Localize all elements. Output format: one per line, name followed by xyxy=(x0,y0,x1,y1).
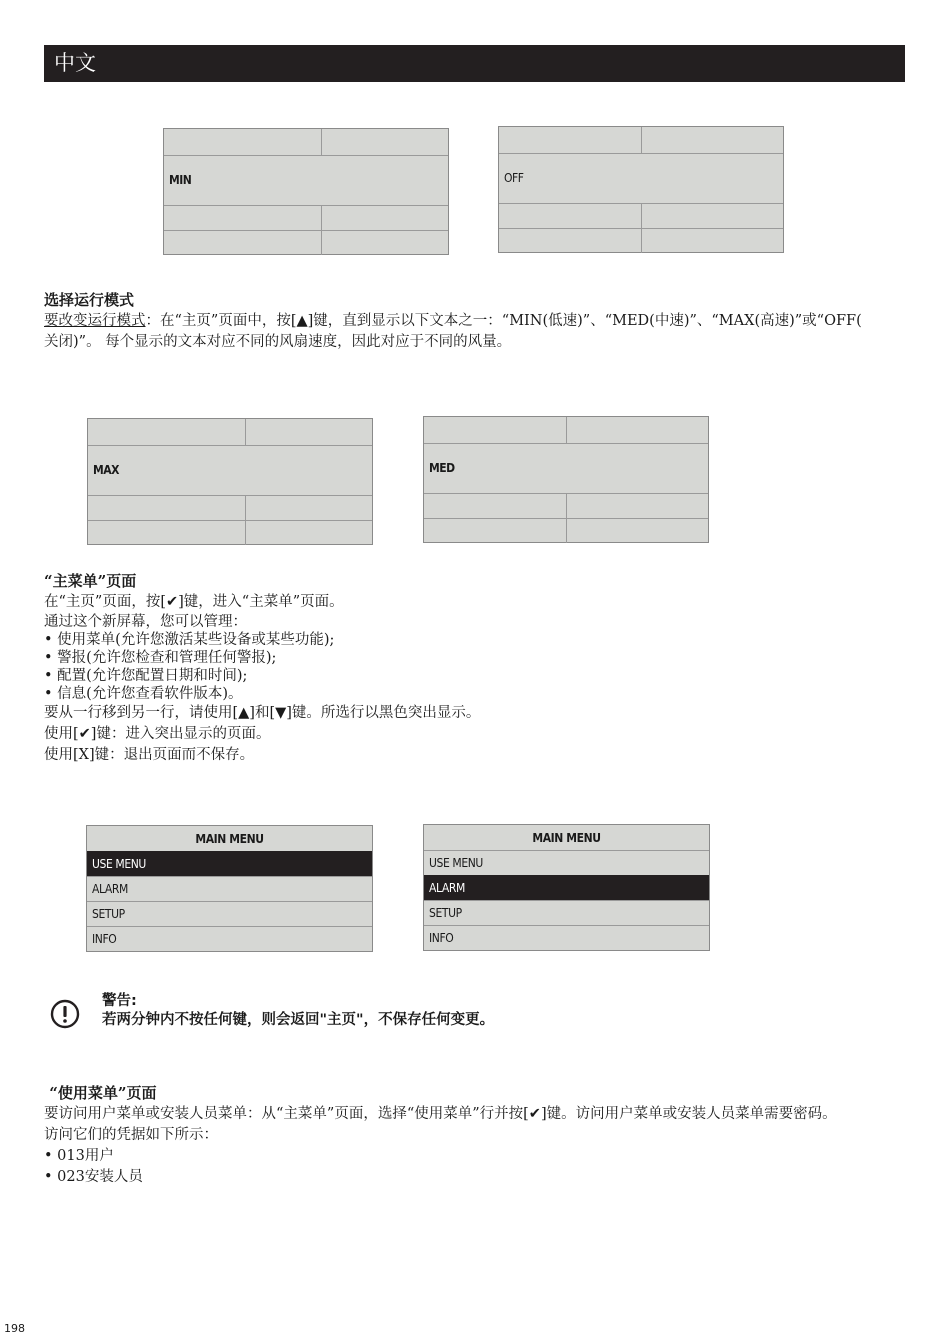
menu-item-alarm: ALARM xyxy=(424,875,709,900)
mode-section xyxy=(44,290,914,353)
main-menu-bullet: • 警报(允许您检查和管理任何警报); xyxy=(44,650,277,666)
mode-section-line1-rest: ：在“主页”页面中，按[▲]键，直到显示以下文本之一：“MIN(低速)”、“MED(中速)”、“MAX(高速)”或“OFF( xyxy=(145,313,862,329)
menu-title: MAIN MENU xyxy=(195,832,264,846)
main-menu-line: 在“主页”页面，按[✔]键，进入“主菜单”页面。 xyxy=(44,594,344,610)
lcd-panel-off xyxy=(498,126,784,253)
use-menu-bullet: • 013用户 xyxy=(44,1148,114,1164)
main-menu-line: 要从一行移到另一行，请使用[▲]和[▼]键。所选行以黑色突出显示。 xyxy=(44,705,481,721)
mode-section-heading: 选择运行模式 xyxy=(44,291,135,309)
warning-block xyxy=(102,992,494,1030)
use-menu-line: 要访问用户菜单或安装人员菜单：从“主菜单”页面，选择“使用菜单”行并按[✔]键。访问用户菜单或安装人员菜单需要密码。 xyxy=(44,1106,837,1122)
page-number: 198 xyxy=(4,1322,25,1335)
lcd-mode-text: MIN xyxy=(169,173,192,187)
main-menu-bullet: • 信息(允许您查看软件版本)。 xyxy=(44,686,243,702)
lcd-panel-med xyxy=(423,416,709,543)
menu-item-use-menu: USE MENU xyxy=(87,851,372,876)
mode-section-line2: 关闭)”。 每个显示的文本对应不同的风扇速度，因此对应于不同的风量。 xyxy=(44,334,512,350)
main-menu-display-1 xyxy=(86,825,373,952)
lcd-mode-text: OFF xyxy=(504,171,524,185)
menu-title: MAIN MENU xyxy=(532,831,601,845)
language-header: 中文 xyxy=(44,45,905,82)
menu-item-info: INFO xyxy=(87,926,372,951)
lcd-mode-text: MAX xyxy=(93,463,119,477)
menu-item-setup: SETUP xyxy=(87,901,372,926)
main-menu-heading: “主菜单”页面 xyxy=(44,572,137,590)
main-menu-line: 使用[X]键：退出页面而不保存。 xyxy=(44,747,255,763)
main-menu-bullet: • 使用菜单(允许您激活某些设备或某些功能); xyxy=(44,632,335,648)
use-menu-bullet: • 023安装人员 xyxy=(44,1169,143,1185)
use-menu-line: 访问它们的凭据如下所示： xyxy=(44,1127,218,1143)
main-menu-display-2 xyxy=(423,824,710,951)
use-menu-heading: “使用菜单”页面 xyxy=(44,1084,157,1102)
mode-change-link-text: 要改变运行模式 xyxy=(44,313,146,329)
main-menu-line: 使用[✔]键：进入突出显示的页面。 xyxy=(44,726,271,742)
main-menu-line: 通过这个新屏幕，您可以管理： xyxy=(44,614,247,630)
menu-item-alarm: ALARM xyxy=(87,876,372,901)
exclamation-circle-icon xyxy=(50,999,80,1029)
menu-item-setup: SETUP xyxy=(424,900,709,925)
use-menu-section xyxy=(44,1083,914,1188)
lcd-panel-min xyxy=(163,128,449,255)
main-menu-bullet: • 配置(允许您配置日期和时间); xyxy=(44,668,248,684)
mode-section-line1 xyxy=(44,311,914,332)
warning-text: 若两分钟内不按任何键，则会返回"主页"，不保存任何变更。 xyxy=(102,1012,495,1028)
warning-title: 警告: xyxy=(102,993,137,1009)
main-menu-section xyxy=(44,571,914,766)
lcd-mode-text: MED xyxy=(429,461,455,475)
menu-item-info: INFO xyxy=(424,925,709,950)
menu-item-use-menu: USE MENU xyxy=(424,850,709,875)
lcd-panel-max xyxy=(87,418,373,545)
